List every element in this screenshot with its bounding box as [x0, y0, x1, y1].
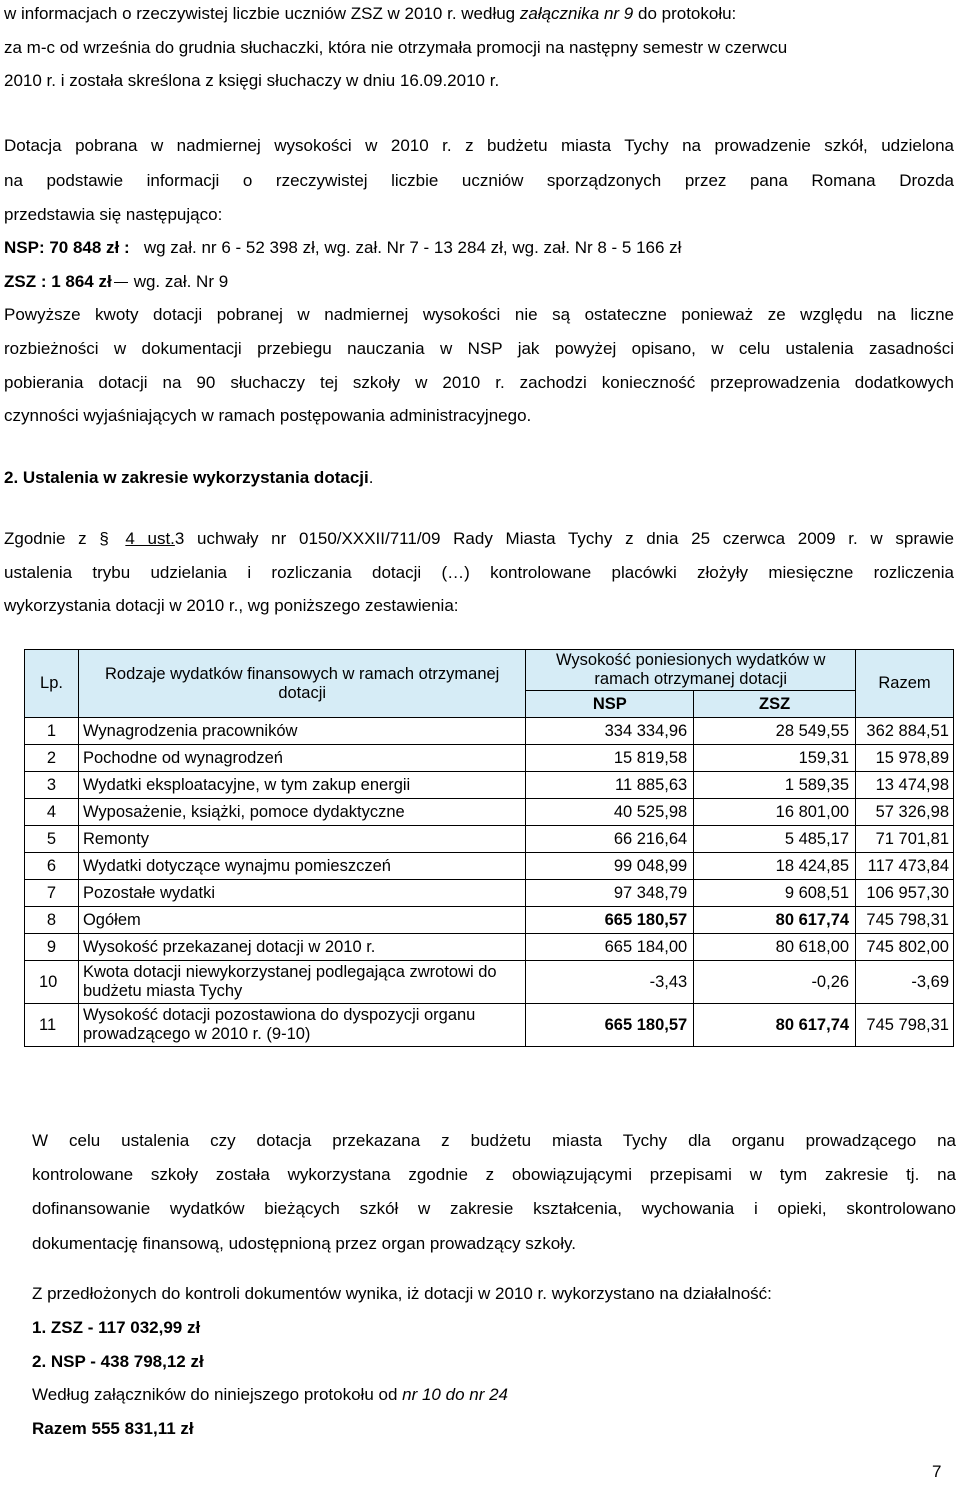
cell-nsp: 97 348,79 — [526, 880, 694, 907]
cell-total: 15 978,89 — [856, 745, 954, 772]
nsp-total: 2. NSP - 438 798,12 zł — [32, 1352, 204, 1371]
cell-total: -3,69 — [856, 961, 954, 1004]
cell-nsp: 665 180,57 — [526, 907, 694, 934]
cell-nsp: -3,43 — [526, 961, 694, 1004]
remark-line-3: pobierania dotacji na 90 słuchaczy tej szkoły w 2010 r. zachodzi konieczność przeprowadzenia dodatkowych — [4, 373, 954, 392]
table-body — [25, 718, 954, 1047]
closing-line-5: Z przedłożonych do kontroli dokumentów wynika, iż dotacji w 2010 r. wykorzystano na działalność: — [32, 1284, 772, 1303]
header-expense-type: Rodzaje wydatków finansowych w ramach otrzymanej dotacji — [78, 650, 525, 718]
attachment-ref: załącznika nr 9 — [519, 4, 634, 23]
table-row — [25, 718, 954, 745]
table-row — [25, 880, 954, 907]
cell-zsz: 1 589,35 — [694, 772, 856, 799]
remark-line-2: rozbieżności w dokumentacji przebiegu nauczania w NSP jak powyżej opisano, w celu ustalenia zasadności — [4, 339, 954, 358]
cell-lp: 3 — [25, 772, 79, 799]
cell-nsp: 334 334,96 — [526, 718, 694, 745]
cell-lp: 10 — [25, 961, 79, 1004]
dotacja-line-2: na podstawie informacji o rzeczywistej liczbie uczniów sporządzonych przez pana Romana Drozda — [4, 171, 954, 190]
zsz-attachment: wg. zał. Nr 9 — [133, 272, 229, 291]
closing-line-3: dofinansowanie wydatków bieżących szkół w zakresie kształcenia, wychowania i opieki, skontrolowano — [32, 1199, 956, 1218]
section-2-line-3: wykorzystania dotacji w 2010 r., wg poniższego zestawienia: — [4, 596, 459, 615]
header-lp: Lp. — [25, 650, 79, 718]
table-row — [25, 907, 954, 934]
cell-total: 57 326,98 — [856, 799, 954, 826]
intro-text: w informacjach o rzeczywistej liczbie uczniów ZSZ w 2010 r. według — [4, 4, 520, 23]
table-row — [25, 745, 954, 772]
intro-text: do protokołu: — [633, 4, 737, 23]
zsz-total: 1. ZSZ - 117 032,99 zł — [32, 1318, 201, 1337]
cell-lp: 4 — [25, 799, 79, 826]
cell-lp: 2 — [25, 745, 79, 772]
attachments-line — [32, 1385, 508, 1405]
cell-zsz: 28 549,55 — [694, 718, 856, 745]
header-nsp: NSP — [526, 691, 694, 718]
section-text: 3 uchwały nr 0150/XXXII/711/09 Rady Miasta Tychy z dnia 25 czerwca 2009 r. w sprawie — [174, 529, 954, 548]
cell-expense-name: Wydatki dotyczące wynajmu pomieszczeń — [78, 853, 525, 880]
dotacja-line-3: przedstawia się następująco: — [4, 205, 223, 224]
closing-line-4: dokumentację finansową, udostępnioną przez organ prowadzący szkoły. — [32, 1234, 576, 1253]
cell-lp: 7 — [25, 880, 79, 907]
dotacja-line-1: Dotacja pobrana w nadmiernej wysokości w 2010 r. z budżetu miasta Tychy na prowadzenie szkół, udzielona — [4, 136, 954, 155]
intro-line-2: za m-c od września do grudnia słuchaczki, która nie otrzymała promocji na następny semestr w czerwcu — [4, 38, 788, 57]
cell-nsp: 15 819,58 — [526, 745, 694, 772]
nsp-attachments: wg zał. nr 6 - 52 398 zł, wg. zał. Nr 7 - 13 284 zł, wg. zał. Nr 8 - 5 166 zł — [143, 238, 682, 257]
table-row — [25, 772, 954, 799]
closing-line-2: kontrolowane szkoły została wykorzystana zgodnie z obowiązującymi przepisami w tym zakresie tj. na — [32, 1165, 956, 1184]
cell-zsz: 9 608,51 — [694, 880, 856, 907]
cell-lp: 8 — [25, 907, 79, 934]
cell-total: 745 802,00 — [856, 934, 954, 961]
cell-lp: 6 — [25, 853, 79, 880]
cell-lp: 11 — [25, 1004, 79, 1047]
cell-expense-name: Ogółem — [78, 907, 525, 934]
cell-zsz: 80 617,74 — [694, 1004, 856, 1047]
dash-mark — [114, 282, 128, 283]
section-text-underlined: 4 ust. — [125, 529, 175, 548]
section-text: Zgodnie z — [4, 529, 100, 548]
section-2-heading — [4, 468, 373, 488]
nsp-amount-line — [4, 238, 681, 258]
section-2-line-2: ustalenia trybu udzielania i rozliczania dotacji (…) kontrolowane placówki złożyły miesięczne rozliczenia — [4, 563, 954, 582]
remark-line-4: czynności wyjaśniających w ramach postępowania administracyjnego. — [4, 406, 532, 425]
cell-total: 71 701,81 — [856, 826, 954, 853]
table-row — [25, 853, 954, 880]
zsz-amount: ZSZ : 1 864 zł — [4, 272, 112, 291]
cell-expense-name: Wysokość przekazanej dotacji w 2010 r. — [78, 934, 525, 961]
cell-total: 745 798,31 — [856, 907, 954, 934]
cell-nsp: 66 216,64 — [526, 826, 694, 853]
table-row — [25, 961, 954, 1004]
cell-zsz: 80 617,74 — [694, 907, 856, 934]
nsp-amount: NSP: 70 848 zł : — [4, 238, 130, 257]
cell-expense-name: Remonty — [78, 826, 525, 853]
cell-lp: 9 — [25, 934, 79, 961]
closing-line-1: W celu ustalenia czy dotacja przekazana z budżetu miasta Tychy dla organu prowadzącego na — [32, 1131, 956, 1150]
grand-total: Razem 555 831,11 zł — [32, 1419, 194, 1438]
attachments-range: nr 10 do nr 24 — [402, 1385, 508, 1404]
cell-total: 117 473,84 — [856, 853, 954, 880]
cell-zsz: -0,26 — [694, 961, 856, 1004]
cell-nsp: 665 180,57 — [526, 1004, 694, 1047]
cell-nsp: 40 525,98 — [526, 799, 694, 826]
cell-expense-name: Wydatki eksploatacyjne, w tym zakup energii — [78, 772, 525, 799]
cell-total: 745 798,31 — [856, 1004, 954, 1047]
header-amount: Wysokość poniesionych wydatków w ramach otrzymanej dotacji — [526, 650, 856, 691]
cell-zsz: 16 801,00 — [694, 799, 856, 826]
cell-total: 106 957,30 — [856, 880, 954, 907]
cell-nsp: 11 885,63 — [526, 772, 694, 799]
section-2-line-1 — [4, 529, 954, 549]
zsz-amount-line — [4, 272, 228, 292]
cell-zsz: 5 485,17 — [694, 826, 856, 853]
cell-total: 13 474,98 — [856, 772, 954, 799]
cell-zsz: 80 618,00 — [694, 934, 856, 961]
header-total: Razem — [856, 650, 954, 718]
paragraph-sign-icon: § — [99, 529, 109, 548]
cell-nsp: 99 048,99 — [526, 853, 694, 880]
table-row — [25, 799, 954, 826]
cell-expense-name: Wysokość dotacji pozostawiona do dyspozycji organu prowadzącego w 2010 r. (9-10) — [78, 1004, 525, 1047]
cell-lp: 1 — [25, 718, 79, 745]
remark-line-1: Powyższe kwoty dotacji pobranej w nadmiernej wysokości nie są ostateczne ponieważ ze względu na liczne — [4, 305, 954, 324]
table-row — [25, 934, 954, 961]
cell-zsz: 159,31 — [694, 745, 856, 772]
page-number: 7 — [932, 1462, 942, 1481]
cell-expense-name: Kwota dotacji niewykorzystanej podlegająca zwrotowi do budżetu miasta Tychy — [78, 961, 525, 1004]
table-row — [25, 1004, 954, 1047]
cell-expense-name: Pozostałe wydatki — [78, 880, 525, 907]
cell-expense-name: Wynagrodzenia pracowników — [78, 718, 525, 745]
cell-zsz: 18 424,85 — [694, 853, 856, 880]
cell-nsp: 665 184,00 — [526, 934, 694, 961]
expense-table — [24, 649, 954, 1047]
cell-expense-name: Pochodne od wynagrodzeń — [78, 745, 525, 772]
table-row — [25, 826, 954, 853]
header-zsz: ZSZ — [694, 691, 856, 718]
section-heading-text: 2. Ustalenia w zakresie wykorzystania dotacji — [4, 468, 369, 487]
intro-line-1 — [4, 4, 736, 24]
attachments-text: Według załączników do niniejszego protokołu od — [32, 1385, 403, 1404]
cell-expense-name: Wyposażenie, książki, pomoce dydaktyczne — [78, 799, 525, 826]
cell-lp: 5 — [25, 826, 79, 853]
intro-line-3: 2010 r. i została skreślona z księgi słuchaczy w dniu 16.09.2010 r. — [4, 71, 500, 90]
cell-total: 362 884,51 — [856, 718, 954, 745]
heading-dot: . — [368, 468, 374, 487]
